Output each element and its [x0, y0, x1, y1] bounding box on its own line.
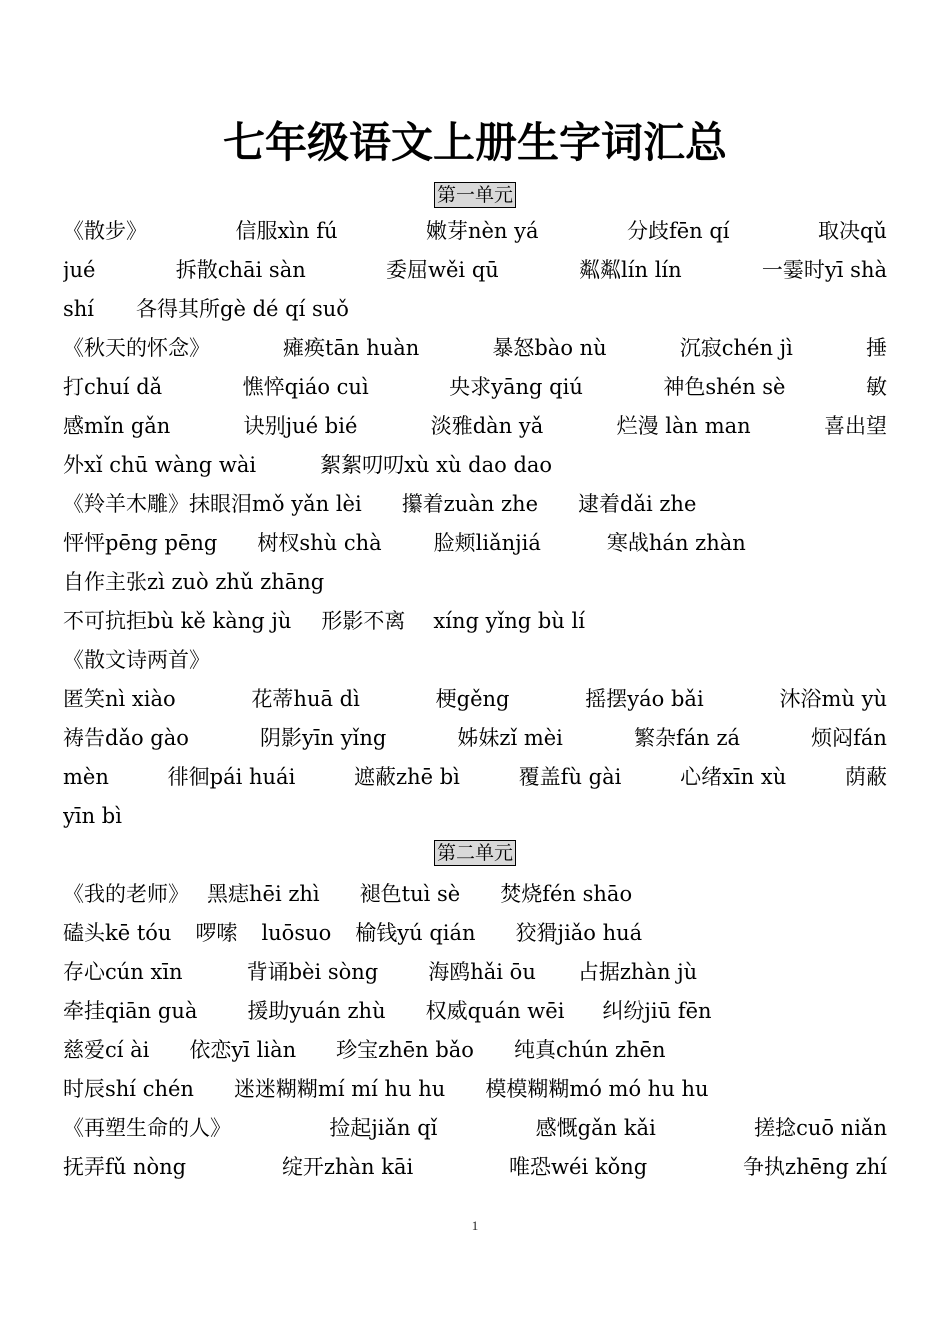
word-entry: 沐浴mù yù	[779, 687, 887, 711]
text-line	[63, 680, 887, 719]
text-line	[63, 602, 887, 641]
word-entry: 存心cún xīn	[63, 960, 183, 984]
word-entry: 抚弄fǔ nòng	[63, 1155, 187, 1179]
word-entry: 沉寂chén jì	[679, 336, 793, 360]
word-entry: 慈爱cí ài	[63, 1038, 150, 1062]
word-entry: 《散步》	[63, 219, 147, 243]
text-line	[63, 1109, 887, 1148]
word-entry: 寒战hán zhàn	[606, 531, 746, 555]
text-line	[63, 524, 887, 563]
word-entry: 诀别jué bié	[243, 414, 358, 438]
text-line	[63, 953, 887, 992]
word-entry: shí	[63, 297, 95, 321]
word-entry: jué	[63, 258, 96, 282]
word-entry: 狡猾jiǎo huá	[515, 921, 643, 945]
word-entry: 拆散chāi sàn	[175, 258, 306, 282]
word-entry: 捶	[865, 336, 887, 360]
word-entry: 纠纷jiū fēn	[602, 999, 712, 1023]
text-line	[63, 1148, 887, 1187]
text-line	[63, 875, 887, 914]
word-entry: 唯恐wéi kǒng	[509, 1155, 648, 1179]
word-entry: 争执zhēng zhí	[743, 1155, 887, 1179]
word-entry: 感慨gǎn kǎi	[535, 1116, 656, 1140]
lesson-title: 《再塑生命的人》	[63, 1116, 231, 1140]
word-entry: 外xǐ chū wàng wài	[63, 453, 257, 477]
word-entry: 敏	[865, 375, 887, 399]
word-entry: 不可抗拒bù kě kàng jù	[63, 609, 292, 633]
word-entry: xíng yǐng bù lí	[433, 609, 585, 633]
word-entry: 牵挂qiān guà	[63, 999, 198, 1023]
text-line	[63, 446, 887, 485]
word-entry: 瘫痪tān huàn	[283, 336, 420, 360]
word-entry: 磕头kē tóu	[63, 921, 172, 945]
page-number: 1	[471, 1218, 479, 1233]
word-entry: 背诵bèi sòng	[246, 960, 379, 984]
text-line	[63, 992, 887, 1031]
word-entry: 嫩芽nèn yá	[425, 219, 539, 243]
word-entry: 脸颊liǎnjiá	[433, 531, 541, 555]
word-entry: 阴影yīn yǐng	[259, 726, 387, 750]
word-entry: 姊妹zǐ mèi	[457, 726, 563, 750]
text-line	[63, 290, 887, 329]
lesson-title: 《散文诗两首》	[63, 648, 210, 672]
unit-heading: 第一单元	[434, 182, 516, 208]
word-entry: 祷告dǎo gào	[63, 726, 189, 750]
text-line	[63, 212, 887, 251]
text-line	[63, 641, 887, 680]
word-entry: 淡雅dàn yǎ	[430, 414, 544, 438]
word-entry: 迷迷糊糊mí mí hu hu	[233, 1077, 446, 1101]
word-entry: 榆钱yú qián	[355, 921, 476, 945]
word-entry: 占据zhàn jù	[577, 960, 698, 984]
word-entry: 自作主张zì zuò zhǔ zhāng	[63, 570, 325, 594]
text-line	[63, 1031, 887, 1070]
word-entry: 依恋yī liàn	[189, 1038, 297, 1062]
word-entry: 权威quán wēi	[425, 999, 565, 1023]
word-entry: 喜出望	[824, 414, 887, 438]
word-entry: 粼粼lín lín	[579, 258, 682, 282]
word-entry: 怦怦pēng pēng	[63, 531, 218, 555]
word-entry: 逮着dǎi zhe	[578, 492, 697, 516]
lesson-title: 《秋天的怀念》	[63, 336, 210, 360]
unit-heading-wrapper	[0, 840, 950, 866]
word-entry: 摇摆yáo bǎi	[585, 687, 704, 711]
word-entry: 纯真chún zhēn	[513, 1038, 666, 1062]
word-entry: 烦闷fán	[811, 726, 887, 750]
word-entry: 信服xìn fú	[235, 219, 338, 243]
word-entry: 捡起jiǎn qǐ	[329, 1116, 438, 1140]
word-entry: 繁杂fán zá	[633, 726, 741, 750]
word-entry: 覆盖fù gài	[518, 765, 622, 789]
text-line	[63, 914, 887, 953]
text-line	[63, 719, 887, 758]
word-entry: 绽开zhàn kāi	[281, 1155, 414, 1179]
word-entry: 烂漫 làn man	[616, 414, 751, 438]
text-line	[63, 563, 887, 602]
word-entry: 啰嗦	[195, 921, 238, 945]
word-entry: 憔悴qiáo cuì	[242, 375, 369, 399]
word-entry: 一霎时yī shà	[761, 258, 887, 282]
word-entry: 感mǐn gǎn	[63, 414, 171, 438]
word-entry: 梗gěng	[435, 687, 510, 711]
word-entry: 攥着zuàn zhe	[401, 492, 539, 516]
lesson-with-word: 《羚羊木雕》抹眼泪mǒ yǎn lèi	[63, 492, 362, 516]
page-title: 七年级语文上册生字词汇总	[222, 118, 727, 167]
word-entry: 荫蔽	[845, 765, 887, 789]
word-entry: 神色shén sè	[663, 375, 786, 399]
word-entry: 分歧fēn qí	[626, 219, 730, 243]
word-entry: 心绪xīn xù	[680, 765, 787, 789]
word-entry: mèn	[63, 765, 109, 789]
word-entry: 树杈shù chà	[257, 531, 382, 555]
word-entry: 遮蔽zhē bì	[354, 765, 460, 789]
word-entry: 央求yāng qiú	[449, 375, 583, 399]
word-entry: 委屈wěi qū	[386, 258, 499, 282]
word-entry: 絮絮叨叨xù xù dao dao	[320, 453, 553, 477]
word-entry: 花蒂huā dì	[251, 687, 360, 711]
unit-heading: 第二单元	[434, 840, 516, 866]
text-line	[63, 368, 887, 407]
text-line	[63, 407, 887, 446]
word-entry: 暴怒bào nù	[492, 336, 607, 360]
word-entry: 黑痣hēi zhì	[207, 882, 320, 906]
word-entry: 形影不离	[321, 609, 406, 633]
text-line	[63, 1070, 887, 1109]
lesson-title: 《我的老师》	[63, 882, 189, 906]
word-entry: 褪色tuì sè	[359, 882, 461, 906]
word-entry: 取决qǔ	[817, 219, 887, 243]
word-entry: 匿笑nì xiào	[63, 687, 176, 711]
word-entry: 徘徊pái huái	[167, 765, 296, 789]
word-entry: 模模糊糊mó mó hu hu	[485, 1077, 709, 1101]
word-entry: 援助yuán zhù	[247, 999, 386, 1023]
text-line	[63, 797, 887, 836]
word-entry: 搓捻cuō niǎn	[754, 1116, 887, 1140]
word-entry: yīn bì	[63, 804, 122, 828]
unit-heading-wrapper	[0, 182, 950, 208]
word-entry: 时辰shí chén	[63, 1077, 194, 1101]
text-line	[63, 485, 887, 524]
word-entry: 焚烧fén shāo	[500, 882, 633, 906]
text-line	[63, 329, 887, 368]
word-entry: 珍宝zhēn bǎo	[336, 1038, 474, 1062]
word-entry: luōsuo	[261, 921, 332, 945]
word-entry: 各得其所gè dé qí suǒ	[136, 297, 349, 321]
word-entry: 海鸥hǎi ōu	[428, 960, 536, 984]
text-line	[63, 251, 887, 290]
word-entry: 打chuí dǎ	[63, 375, 163, 399]
text-line	[63, 758, 887, 797]
